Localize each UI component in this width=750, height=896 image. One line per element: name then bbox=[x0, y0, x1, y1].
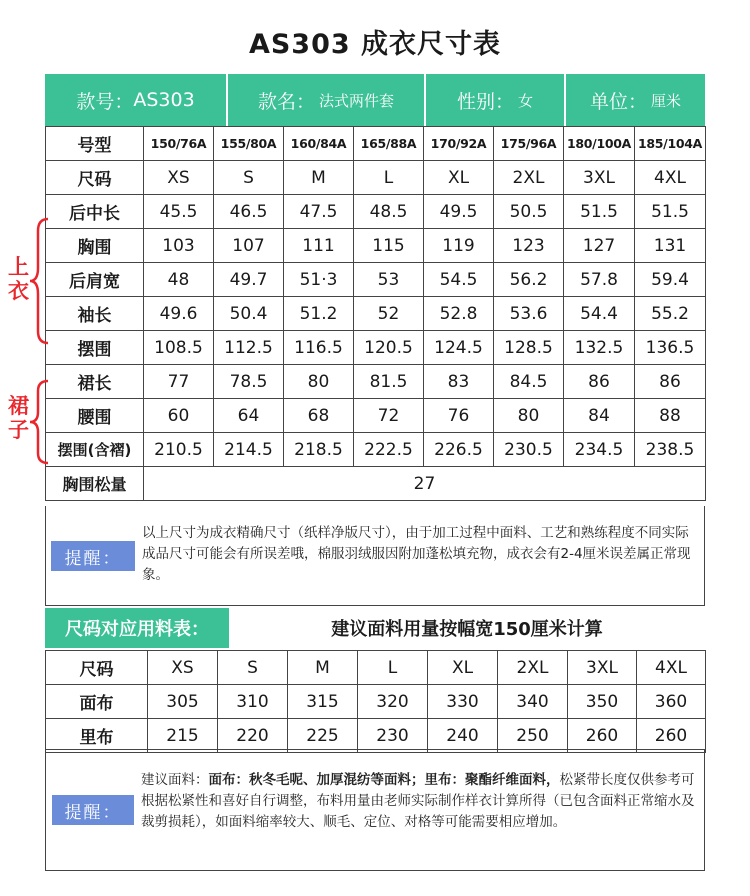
table-cell: 340 bbox=[498, 685, 568, 719]
table-cell: 260 bbox=[637, 719, 706, 753]
table-cell: 222.5 bbox=[354, 433, 424, 467]
skirt-section-text: 裙子 bbox=[8, 394, 29, 442]
table-cell: 103 bbox=[144, 229, 214, 263]
table-cell: 55.2 bbox=[635, 297, 706, 331]
table-cell: 4XL bbox=[637, 651, 706, 685]
table-cell: XS bbox=[148, 651, 218, 685]
style-number-cell bbox=[45, 74, 228, 126]
row-label: 胸围 bbox=[46, 229, 144, 263]
table-row bbox=[46, 229, 706, 263]
size-table bbox=[45, 126, 706, 501]
table-cell: 76 bbox=[424, 399, 494, 433]
table-row bbox=[46, 399, 706, 433]
table-cell: 108.5 bbox=[144, 331, 214, 365]
table-row bbox=[46, 297, 706, 331]
table-cell: 240 bbox=[428, 719, 498, 753]
unit-cell bbox=[566, 74, 705, 126]
table-cell: 112.5 bbox=[214, 331, 284, 365]
table-cell: 225 bbox=[288, 719, 358, 753]
fabric-table bbox=[45, 650, 706, 753]
row-label: 里布 bbox=[46, 719, 148, 753]
table-cell: 59.4 bbox=[635, 263, 706, 297]
table-row bbox=[46, 365, 706, 399]
table-cell: 330 bbox=[428, 685, 498, 719]
table-cell: 68 bbox=[284, 399, 354, 433]
unit-label: 单位： bbox=[589, 90, 647, 113]
top-section-text: 上衣 bbox=[8, 255, 29, 303]
row-label: 腰围 bbox=[46, 399, 144, 433]
table-cell: XL bbox=[428, 651, 498, 685]
notice-tag-2: 提醒： bbox=[52, 795, 134, 825]
table-cell: 56.2 bbox=[494, 263, 564, 297]
table-cell: 3XL bbox=[564, 161, 635, 195]
fabric-title: 尺码对应用料表： bbox=[45, 608, 229, 648]
table-cell: XS bbox=[144, 161, 214, 195]
table-row bbox=[46, 685, 706, 719]
table-cell: 128.5 bbox=[494, 331, 564, 365]
row-label: 后肩宽 bbox=[46, 263, 144, 297]
row-label: 面布 bbox=[46, 685, 148, 719]
table-cell: 51.5 bbox=[635, 195, 706, 229]
row-label: 尺码 bbox=[46, 651, 148, 685]
table-cell: 210.5 bbox=[144, 433, 214, 467]
table-cell: 310 bbox=[218, 685, 288, 719]
table-cell: 120.5 bbox=[354, 331, 424, 365]
notice-text-2 bbox=[141, 770, 696, 833]
table-cell: M bbox=[288, 651, 358, 685]
table-cell: 47.5 bbox=[284, 195, 354, 229]
table-cell: 64 bbox=[214, 399, 284, 433]
table-cell: 80 bbox=[284, 365, 354, 399]
table-cell: 51.5 bbox=[564, 195, 635, 229]
table-row bbox=[46, 651, 706, 685]
table-cell: 119 bbox=[424, 229, 494, 263]
table-cell: 86 bbox=[635, 365, 706, 399]
table-cell: 226.5 bbox=[424, 433, 494, 467]
row-label: 尺码 bbox=[46, 161, 144, 195]
table-cell: 116.5 bbox=[284, 331, 354, 365]
table-cell: 52.8 bbox=[424, 297, 494, 331]
table-row bbox=[46, 433, 706, 467]
table-cell: 111 bbox=[284, 229, 354, 263]
table-cell: 2XL bbox=[494, 161, 564, 195]
table-cell: 234.5 bbox=[564, 433, 635, 467]
table-cell: 214.5 bbox=[214, 433, 284, 467]
table-cell: 155/80A bbox=[214, 127, 284, 161]
row-label: 摆围 bbox=[46, 331, 144, 365]
table-cell: 150/76A bbox=[144, 127, 214, 161]
header-bar bbox=[45, 74, 705, 126]
top-section-label bbox=[8, 255, 32, 303]
table-cell: 160/84A bbox=[284, 127, 354, 161]
row-label: 号型 bbox=[46, 127, 144, 161]
style-number-label: 款号： bbox=[76, 90, 134, 113]
table-cell: 320 bbox=[358, 685, 428, 719]
table-cell: 218.5 bbox=[284, 433, 354, 467]
fabric-header bbox=[45, 608, 705, 648]
table-cell: L bbox=[358, 651, 428, 685]
table-row bbox=[46, 719, 706, 753]
table-cell: 48 bbox=[144, 263, 214, 297]
table-cell: 132.5 bbox=[564, 331, 635, 365]
table-cell: XL bbox=[424, 161, 494, 195]
notice2-part2: 面布：秋冬毛呢、加厚混纺等面料；里布：聚酯纤维面料， bbox=[208, 772, 560, 788]
table-cell: 46.5 bbox=[214, 195, 284, 229]
table-cell: 305 bbox=[148, 685, 218, 719]
page-title: AS303 成衣尺寸表 bbox=[248, 29, 502, 60]
table-cell: 315 bbox=[288, 685, 358, 719]
table-row bbox=[46, 331, 706, 365]
row-label: 后中长 bbox=[46, 195, 144, 229]
notice2-part3: 松紧带长度仅供参考可根据松紧性和喜好自行调整，布料用量由老师实际制作样衣计算所得（已包含面料正常缩水及裁剪损耗），如面料缩率较大、顺毛、定位、对格等可能需要相应增加。 bbox=[141, 772, 695, 830]
table-cell: 4XL bbox=[635, 161, 706, 195]
table-cell: 84 bbox=[564, 399, 635, 433]
skirt-section-label bbox=[8, 394, 32, 442]
table-cell: 60 bbox=[144, 399, 214, 433]
notice-box bbox=[45, 506, 705, 606]
table-cell: 49.6 bbox=[144, 297, 214, 331]
row-label: 裙长 bbox=[46, 365, 144, 399]
table-cell: 77 bbox=[144, 365, 214, 399]
table-cell: 175/96A bbox=[494, 127, 564, 161]
ease-value: 27 bbox=[144, 467, 706, 501]
table-cell: 72 bbox=[354, 399, 424, 433]
gender-cell bbox=[426, 74, 566, 126]
notice-box-2 bbox=[45, 749, 705, 871]
table-cell: 81.5 bbox=[354, 365, 424, 399]
table-cell: 220 bbox=[218, 719, 288, 753]
notice-text: 以上尺寸为成衣精确尺寸（纸样净版尺寸），由于加工过程中面料、工艺和熟练程度不同实际成品尺寸可能会有所误差哦，棉服羽绒服因附加蓬松填充物，成衣会有2-4厘米误差属正常现象。 bbox=[142, 525, 691, 583]
table-cell: 88 bbox=[635, 399, 706, 433]
table-cell: 54.4 bbox=[564, 297, 635, 331]
table-cell: 53.6 bbox=[494, 297, 564, 331]
gender-value: 女 bbox=[518, 91, 534, 110]
table-cell: 136.5 bbox=[635, 331, 706, 365]
table-cell: 49.7 bbox=[214, 263, 284, 297]
style-name-label: 款名： bbox=[257, 90, 315, 113]
table-cell: 45.5 bbox=[144, 195, 214, 229]
table-row bbox=[46, 127, 706, 161]
table-cell: 48.5 bbox=[354, 195, 424, 229]
table-cell: 86 bbox=[564, 365, 635, 399]
table-cell: 107 bbox=[214, 229, 284, 263]
table-cell: 260 bbox=[568, 719, 637, 753]
table-cell: 350 bbox=[568, 685, 637, 719]
table-cell: 127 bbox=[564, 229, 635, 263]
table-cell: 80 bbox=[494, 399, 564, 433]
table-cell: 170/92A bbox=[424, 127, 494, 161]
table-row bbox=[46, 195, 706, 229]
table-cell: 2XL bbox=[498, 651, 568, 685]
style-number-value: AS303 bbox=[133, 89, 195, 111]
table-cell: 131 bbox=[635, 229, 706, 263]
table-cell: S bbox=[218, 651, 288, 685]
table-cell: 50.4 bbox=[214, 297, 284, 331]
table-cell: 51.2 bbox=[284, 297, 354, 331]
fabric-note: 建议面料用量按幅宽150厘米计算 bbox=[331, 619, 603, 640]
table-cell: 165/88A bbox=[354, 127, 424, 161]
table-cell: 3XL bbox=[568, 651, 637, 685]
table-row bbox=[46, 467, 706, 501]
table-cell: 230 bbox=[358, 719, 428, 753]
table-cell: 50.5 bbox=[494, 195, 564, 229]
table-cell: 185/104A bbox=[635, 127, 706, 161]
table-row bbox=[46, 263, 706, 297]
table-cell: 57.8 bbox=[564, 263, 635, 297]
table-cell: L bbox=[354, 161, 424, 195]
table-cell: 238.5 bbox=[635, 433, 706, 467]
table-cell: 250 bbox=[498, 719, 568, 753]
row-label: 胸围松量 bbox=[46, 467, 144, 501]
table-row bbox=[46, 161, 706, 195]
notice2-part1: 建议面料： bbox=[141, 772, 209, 788]
table-cell: 84.5 bbox=[494, 365, 564, 399]
style-name-cell bbox=[228, 74, 426, 126]
table-cell: 83 bbox=[424, 365, 494, 399]
table-cell: 53 bbox=[354, 263, 424, 297]
table-cell: 52 bbox=[354, 297, 424, 331]
table-cell: 230.5 bbox=[494, 433, 564, 467]
table-cell: 49.5 bbox=[424, 195, 494, 229]
table-cell: 51·3 bbox=[284, 263, 354, 297]
gender-label: 性别： bbox=[456, 90, 514, 113]
table-cell: 180/100A bbox=[564, 127, 635, 161]
table-cell: 215 bbox=[148, 719, 218, 753]
table-cell: 54.5 bbox=[424, 263, 494, 297]
table-cell: 115 bbox=[354, 229, 424, 263]
table-cell: 360 bbox=[637, 685, 706, 719]
row-label: 袖长 bbox=[46, 297, 144, 331]
table-cell: 78.5 bbox=[214, 365, 284, 399]
style-name-value: 法式两件套 bbox=[319, 91, 395, 110]
notice-tag: 提醒： bbox=[51, 541, 135, 571]
table-cell: 123 bbox=[494, 229, 564, 263]
table-cell: M bbox=[284, 161, 354, 195]
row-label: 摆围(含褶) bbox=[46, 433, 144, 467]
table-cell: S bbox=[214, 161, 284, 195]
unit-value: 厘米 bbox=[651, 91, 682, 110]
table-cell: 124.5 bbox=[424, 331, 494, 365]
